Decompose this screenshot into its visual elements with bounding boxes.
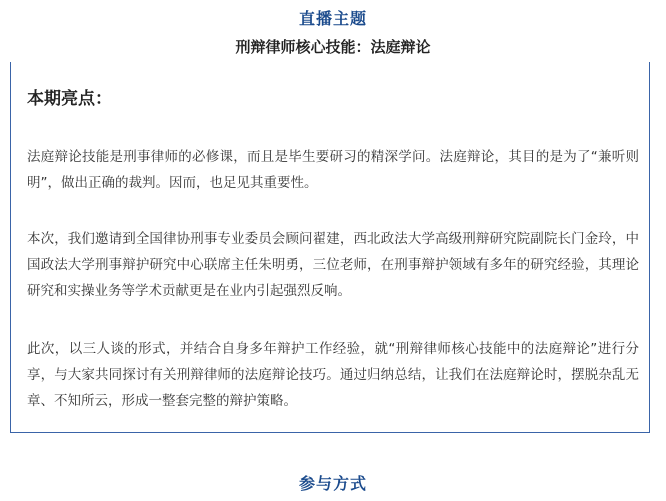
highlights-box — [10, 62, 650, 433]
highlights-title: 本期亮点： — [27, 89, 112, 109]
live-topic-heading: 直播主题 — [298, 9, 367, 28]
highlights-paragraph-3: 此次，以三人谈的形式，并结合自身多年辩护工作经验，就“刑辩律师核心技能中的法庭辩论”进行分享，与大家共同探讨有关刑辩律师的法庭辩论技巧。通过归纳总结，让我们在法庭辩论时，摆脱杂乱无章、不知所云，形成一整套完整的辩护策略。 — [27, 341, 639, 409]
highlights-paragraph-1: 法庭辩论技能是刑事律师的必修课，而且是毕生要研习的精深学问。法庭辩论，其目的是为了“兼听则明”，做出正确的裁判。因而，也足见其重要性。 — [27, 149, 639, 191]
highlights-paragraph-2: 本次，我们邀请到全国律协刑事专业委员会顾问翟建，西北政法大学高级刑辩研究院副院长门金玲，中国政法大学刑事辩护研究中心联席主任朱明勇，三位老师，在刑事辩护领域有多年的研究经验，其理论研究和实操业务等学术贡献更是在业内引起强烈反响。 — [27, 231, 639, 299]
live-topic-title: 刑辩律师核心技能：法庭辩论 — [235, 38, 431, 56]
participation-heading: 参与方式 — [298, 474, 367, 493]
